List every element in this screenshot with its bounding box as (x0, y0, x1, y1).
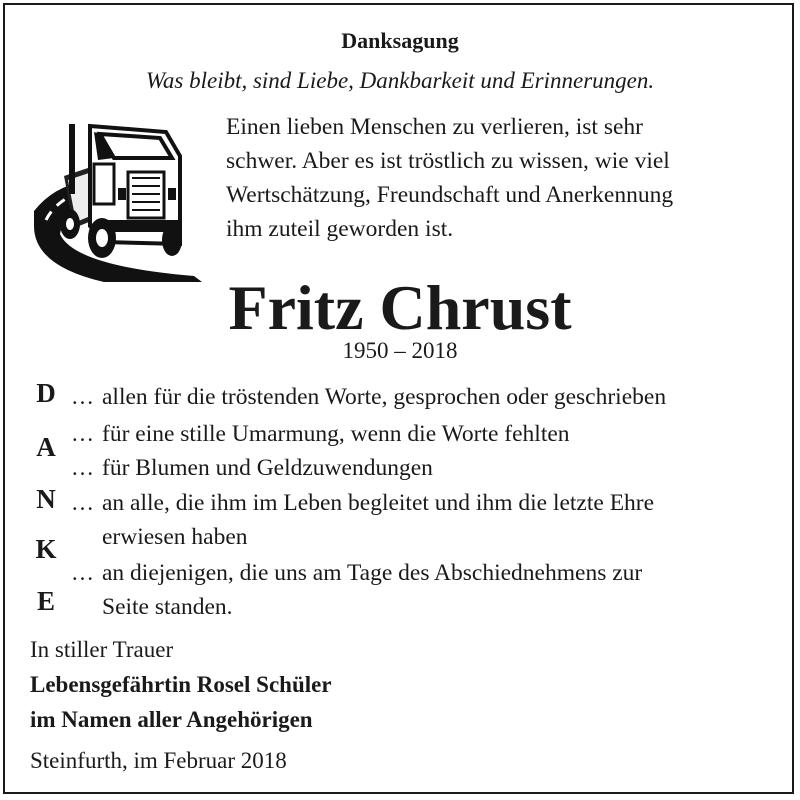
signature-intro: In stiller Trauer (30, 637, 174, 662)
danke-letter: K (35, 534, 57, 564)
thanks-line: für eine stille Umarmung, wenn die Worte fehlten (102, 421, 570, 447)
signature-family: im Namen aller Angehörigen (30, 707, 313, 732)
intro-line: Einen lieben Menschen zu verlieren, ist sehr (226, 114, 643, 140)
danke-letter: N (36, 484, 56, 514)
intro-text (226, 110, 673, 246)
thanks-line: für Blumen und Geldzuwendungen (102, 455, 433, 481)
thanks-line-continued: Seite standen. (102, 594, 233, 620)
danke-letter: E (36, 586, 55, 616)
deceased-name: Fritz Chrust (228, 272, 572, 343)
ellipsis: … (71, 421, 95, 446)
thanks-line-continued: erwiesen haben (102, 524, 248, 550)
danke-letter: A (36, 432, 56, 462)
intro-line: Wertschätzung, Freundschaft und Anerkennung (226, 182, 674, 208)
ellipsis: … (71, 455, 95, 480)
intro-line: schwer. Aber es ist tröstlich zu wissen, wie viel (226, 148, 670, 174)
heading: Danksagung (341, 28, 459, 53)
intro-line: ihm zuteil geworden ist. (226, 216, 454, 242)
thanks-line: an alle, die ihm im Leben begleitet und ihm die letzte Ehre (102, 490, 655, 516)
danke-letter: D (36, 378, 56, 408)
life-years: 1950 – 2018 (342, 338, 458, 363)
thanks-line: allen für die tröstenden Worte, gesprochen oder geschrieben (102, 384, 667, 410)
motto: Was bleibt, sind Liebe, Dankbarkeit und Erinnerungen. (145, 68, 655, 93)
truck-icon (34, 116, 206, 282)
signature-name: Lebensgefährtin Rosel Schüler (30, 672, 332, 697)
place-date: Steinfurth, im Februar 2018 (30, 748, 287, 773)
thanks-line: an diejenigen, die uns am Tage des Abschiednehmens zur (102, 560, 643, 586)
ellipsis: … (71, 490, 95, 515)
ellipsis: … (71, 384, 95, 409)
ellipsis: … (71, 560, 95, 585)
